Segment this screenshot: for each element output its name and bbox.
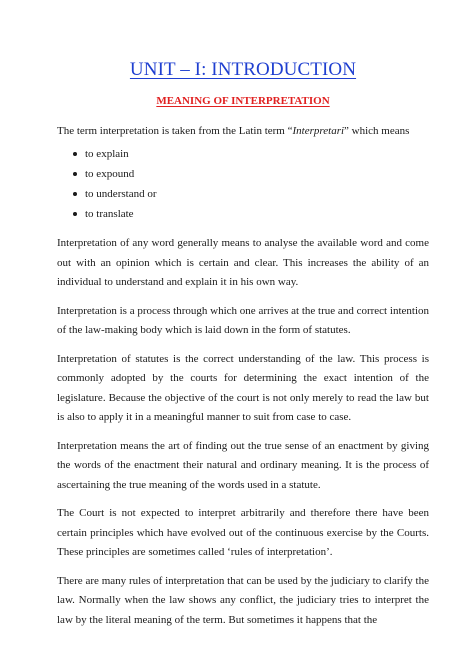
paragraph-art: Interpretation means the art of finding out the true sense of an enactment by giving the words of the enactment their natural and ordinary meaning. It is the process of ascertaining the true meaning of the words used in a statute. [57,439,429,491]
intro-sentence [57,121,429,141]
list-item [57,144,429,164]
list-item-text: to understand or [85,188,157,200]
intro-text-before: The term interpretation is taken from the Latin term “ [57,125,293,137]
bullet-icon [73,152,77,156]
list-item-text: to explain [85,148,129,160]
bullet-icon [73,172,77,176]
list-item [57,164,429,184]
bullet-icon [73,192,77,196]
list-item [57,204,429,224]
list-item [57,184,429,204]
paragraph-statutes: Interpretation of statutes is the correct understanding of the law. This process is commonly adopted by the courts for determining the exact intention of the legislature. Because the objective of the court is not only merely to read the law but is also to apply it in a meaningful manner to suit from case to case. [57,352,429,423]
paragraph-rules: There are many rules of interpretation that can be used by the judiciary to clarify the law. Normally when the law shows any conflict, the judiciary tries to interpret the law by the literal meaning of the term. But sometimes it happens that the [57,574,429,626]
list-item-text: to translate [85,208,134,220]
paragraph-court-principles: The Court is not expected to interpret arbitrarily and therefore there have been certain principles which have evolved out of the continuous exercise by the Courts. These principles are sometimes called ‘rules of interpretation’. [57,507,429,558]
latin-term: Interpretari [292,125,345,137]
meaning-bullet-list [57,144,429,224]
paragraph-process: Interpretation is a process through which one arrives at the true and correct intention of the law-making body which is laid down in the form of statutes. [57,304,429,336]
intro-text-after: ” which means [344,125,410,137]
list-item-text: to expound [85,168,135,180]
unit-title: UNIT – I: INTRODUCTION [129,59,357,80]
bullet-icon [73,212,77,216]
paragraph-definition: Interpretation of any word generally means to analyse the available word and come out with an opinion which is certain and clear. This increases the ability of an individual to understand and explain it in his own way. [57,237,429,288]
section-heading: MEANING OF INTERPRETATION [156,95,330,107]
